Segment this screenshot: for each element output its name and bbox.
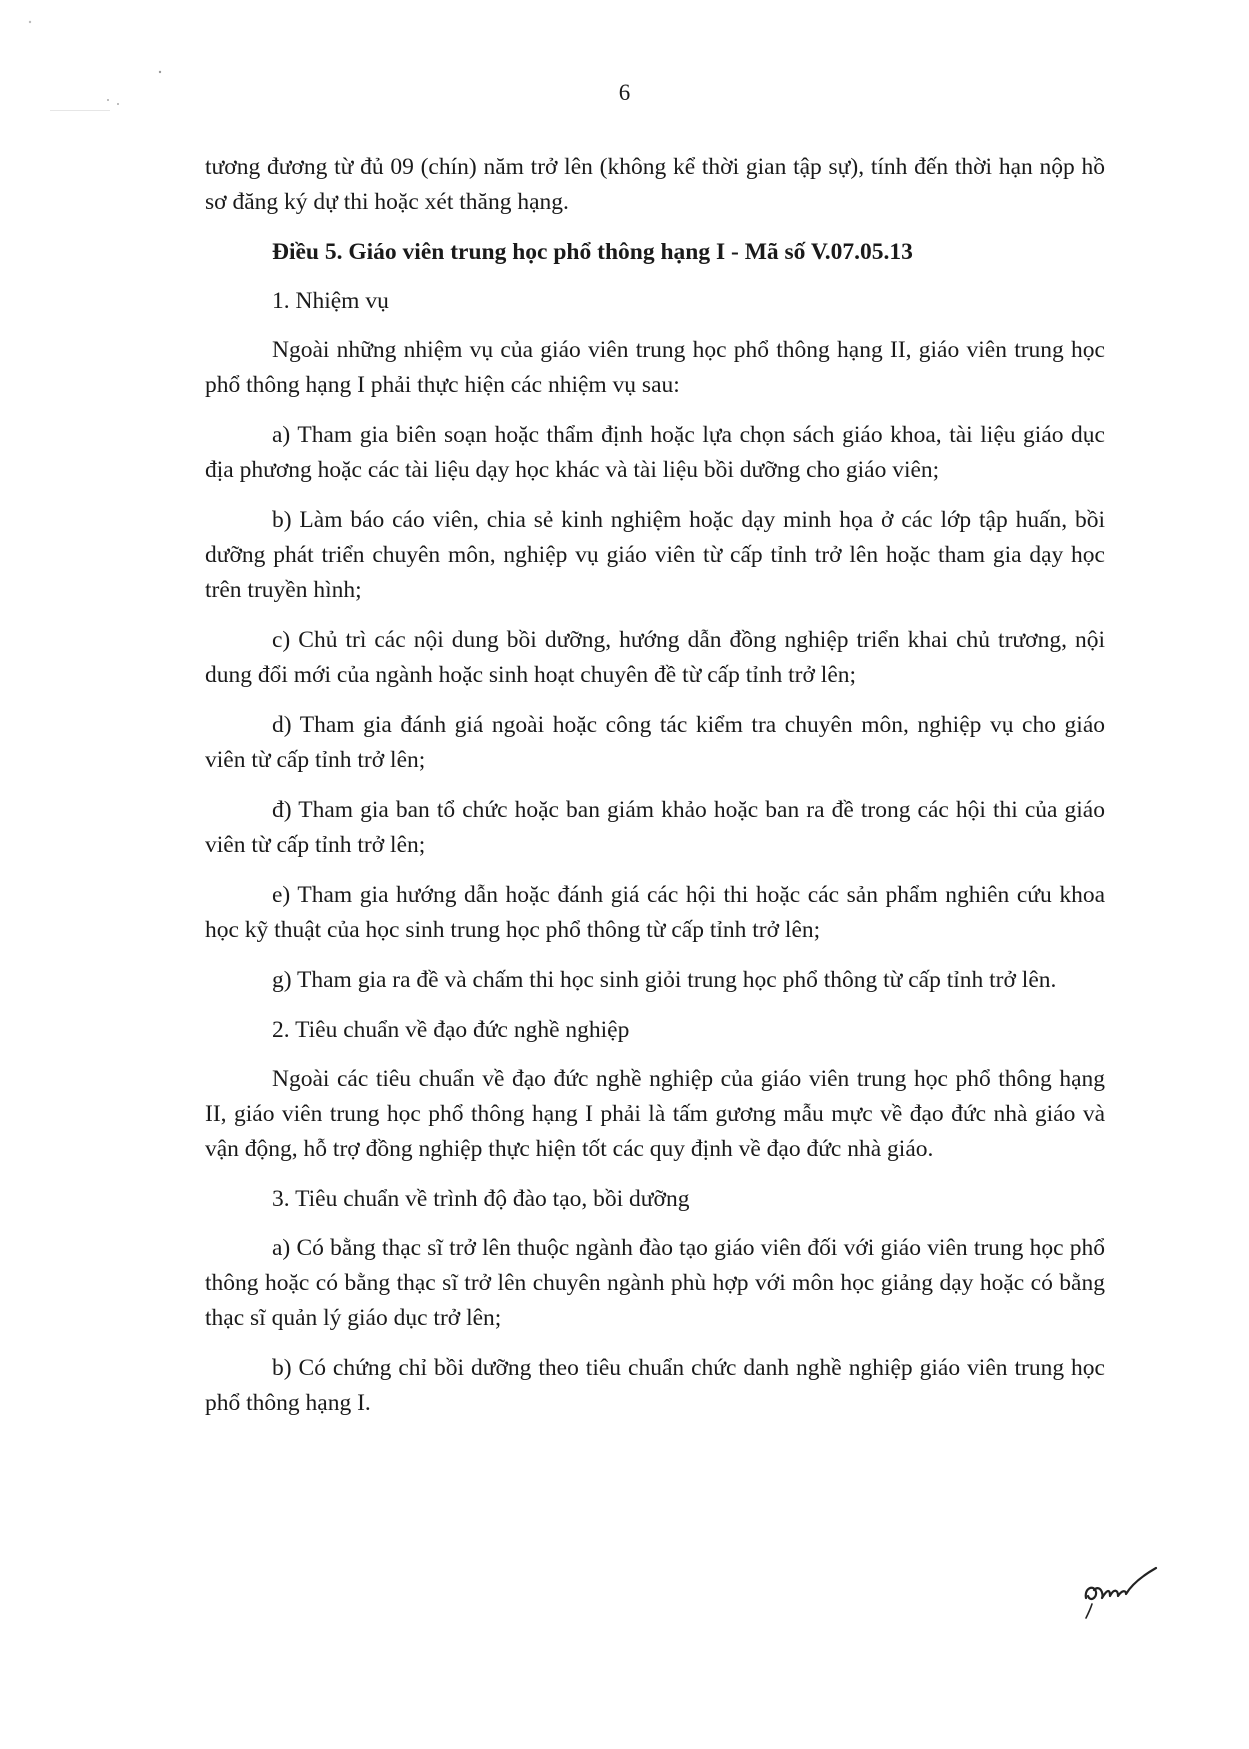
- duty-item-e: e) Tham gia hướng dẫn hoặc đánh giá các hội thi hoặc các sản phẩm nghiên cứu khoa học kỹ thuật của học sinh trung học phổ thông từ cấp tỉnh trở lên;: [205, 882, 1105, 943]
- qualification-item-a: a) Có bằng thạc sĩ trở lên thuộc ngành đào tạo giáo viên đối với giáo viên trung học phổ thông hoặc có bằng thạc sĩ trở lên chuyên ngành phù hợp với môn học giảng dạy hoặc có bằng thạc sĩ quản lý giáo dục trở lên;: [205, 1235, 1105, 1331]
- section-2-body: Ngoài các tiêu chuẩn về đạo đức nghề nghiệp của giáo viên trung học phổ thông hạng II, giáo viên trung học phổ thông hạng I phải là tấm gương mẫu mực về đạo đức nhà giáo và vận động, hỗ trợ đồng nghiệp thực hiện tốt các quy định về đạo đức nhà giáo.: [205, 1066, 1105, 1162]
- article-5-heading: Điều 5. Giáo viên trung học phổ thông hạng I - Mã số V.07.05.13: [272, 239, 913, 265]
- duty-item-b: b) Làm báo cáo viên, chia sẻ kinh nghiệm hoặc dạy minh họa ở các lớp tập huấn, bồi dưỡng phát triển chuyên môn, nghiệp vụ giáo viên từ cấp tỉnh trở lên hoặc tham gia dạy học trên truyền hình;: [205, 507, 1105, 603]
- duty-item-a: a) Tham gia biên soạn hoặc thẩm định hoặc lựa chọn sách giáo khoa, tài liệu giáo dục địa phương hoặc các tài liệu dạy học khác và tài liệu bồi dưỡng cho giáo viên;: [205, 422, 1105, 483]
- duty-item-g: g) Tham gia ra đề và chấm thi học sinh giỏi trung học phổ thông từ cấp tỉnh trở lên.: [272, 967, 1057, 993]
- section-2-heading: 2. Tiêu chuẩn về đạo đức nghề nghiệp: [272, 1017, 630, 1043]
- duty-item-d: d) Tham gia đánh giá ngoài hoặc công tác kiểm tra chuyên môn, nghiệp vụ cho giáo viên từ cấp tỉnh trở lên;: [205, 712, 1105, 773]
- handwritten-initials-icon: [1080, 1560, 1160, 1620]
- scan-specks: [0, 0, 200, 140]
- page-number: 6: [618, 80, 631, 105]
- duty-item-dd: đ) Tham gia ban tổ chức hoặc ban giám khảo hoặc ban ra đề trong các hội thi của giáo viên từ cấp tỉnh trở lên;: [205, 797, 1105, 858]
- continuation-paragraph: tương đương từ đủ 09 (chín) năm trở lên (không kể thời gian tập sự), tính đến thời hạn nộp hồ sơ đăng ký dự thi hoặc xét thăng hạng.: [205, 154, 1105, 215]
- section-1-intro: Ngoài những nhiệm vụ của giáo viên trung học phổ thông hạng II, giáo viên trung học phổ thông hạng I phải thực hiện các nhiệm vụ sau:: [205, 337, 1105, 398]
- document-body: [205, 150, 1105, 1436]
- duty-item-c: c) Chủ trì các nội dung bồi dưỡng, hướng dẫn đồng nghiệp triển khai chủ trương, nội dung đổi mới của ngành hoặc sinh hoạt chuyên đề từ cấp tỉnh trở lên;: [205, 627, 1105, 688]
- qualification-item-b: b) Có chứng chỉ bồi dưỡng theo tiêu chuẩn chức danh nghề nghiệp giáo viên trung học phổ thông hạng I.: [205, 1355, 1105, 1416]
- section-1-heading: 1. Nhiệm vụ: [272, 288, 389, 314]
- section-3-heading: 3. Tiêu chuẩn về trình độ đào tạo, bồi dưỡng: [272, 1186, 690, 1212]
